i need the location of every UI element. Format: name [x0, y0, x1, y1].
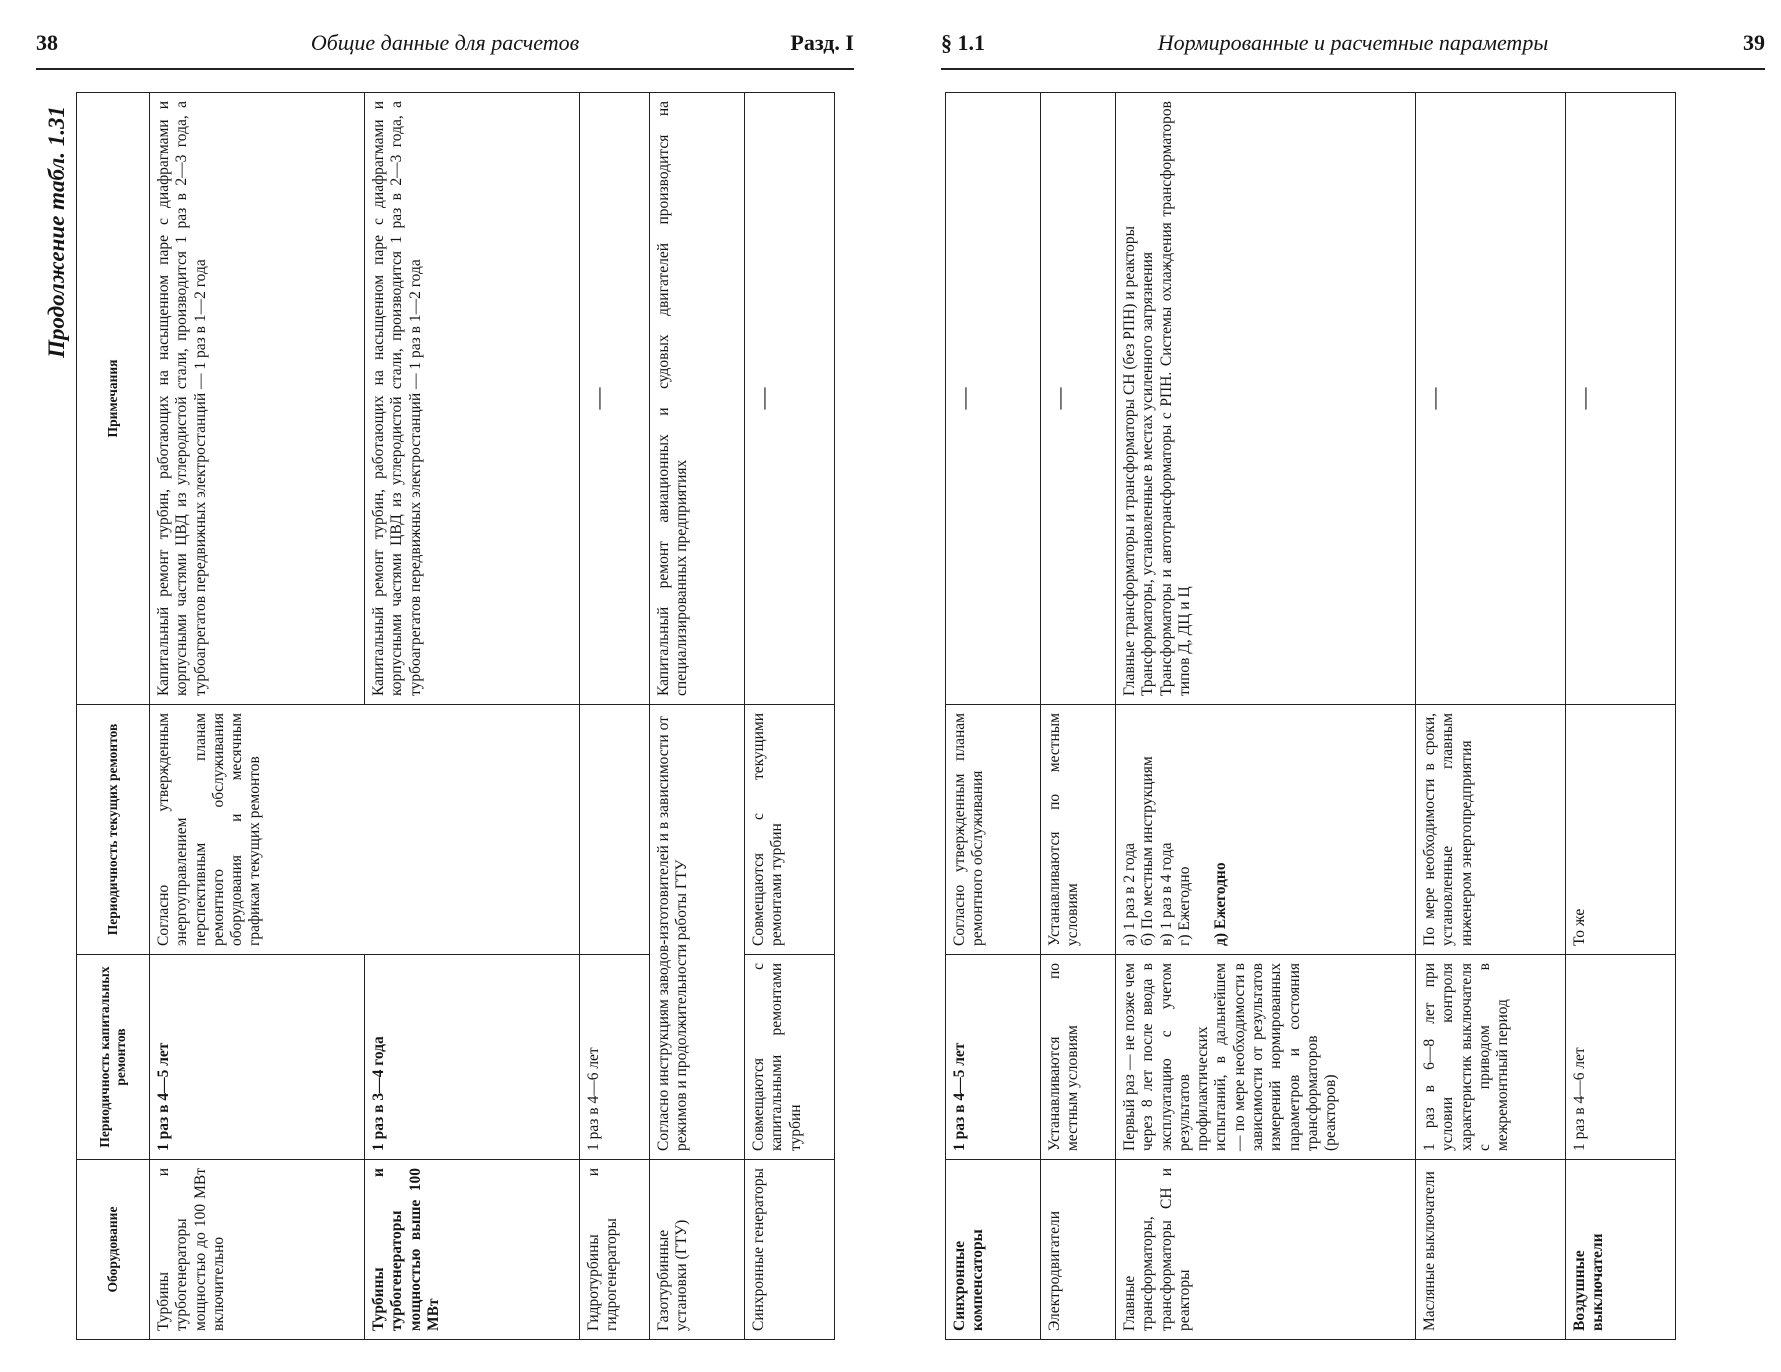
- cell-equipment: Синхронные генераторы: [745, 1160, 835, 1340]
- note-line-1: Главные трансформаторы и трансформаторы СН (без РПН) и реакторы: [1121, 225, 1138, 696]
- cell-capital: 1 раз в 3—4 года: [365, 955, 580, 1160]
- cell-equipment: Воздушные выключатели: [1566, 1160, 1676, 1340]
- current-item-e: д) Ежегодно: [1212, 862, 1230, 946]
- table-row: [1566, 93, 1676, 1340]
- table-row: [745, 93, 835, 1340]
- table-row: [946, 93, 1041, 1340]
- right-page: [905, 0, 1781, 1372]
- cell-equipment: Главные трансформаторы, трансформаторы СН и реакторы: [1116, 1160, 1416, 1340]
- current-item-a: а) 1 раз в 2 года: [1121, 842, 1138, 946]
- cell-current: Совмещаются с текущими ремонтами турбин: [745, 705, 835, 955]
- repair-table-left: [76, 92, 835, 1340]
- cell-notes: Капитальный ремонт турбин, работающих на насыщенном паре с диафрагмами и корпусными частями ЦВД из углеродистой стали, производится 1 раз в 2—3 года, а турбоагрегатов передвижных электростанций — 1 раз в 1—2 года: [150, 93, 365, 705]
- cell-current: [1116, 705, 1416, 955]
- table-caption: Продолжение табл. 1.31: [44, 106, 69, 358]
- left-page: [0, 0, 870, 1372]
- table-header-row: [77, 93, 150, 1340]
- cell-equipment: Турбины и турбогенераторы мощностью до 100 МВт включительно: [150, 1160, 365, 1340]
- cell-capital: 1 раз в 4—6 лет: [1566, 955, 1676, 1160]
- cell-current: [580, 705, 650, 955]
- cell-notes: —: [946, 93, 1041, 705]
- table-row: [1116, 93, 1416, 1340]
- cell-capital: Совмещаются с капитальными ремонтами турбин: [745, 955, 835, 1160]
- current-item-b: б) По местным инструкциям: [1139, 756, 1157, 946]
- note-line-2: Трансформаторы, установленные в местах усиленного загрязнения: [1139, 252, 1157, 696]
- right-running-title: Нормированные и расчетные параметры: [1157, 30, 1549, 55]
- cell-equipment: Газотурбинные установки (ГТУ): [650, 1160, 745, 1340]
- cell-notes: —: [1416, 93, 1566, 705]
- header-equipment: Оборудование: [77, 1160, 150, 1340]
- cell-equipment: Синхронные компенсаторы: [946, 1160, 1041, 1340]
- current-item-c: в) 1 раз в 4 года: [1157, 842, 1175, 946]
- right-rotated-table: [945, 92, 1755, 1340]
- right-page-number: 39: [1743, 30, 1765, 55]
- cell-current: То же: [1566, 705, 1676, 955]
- table-row: [150, 93, 365, 1340]
- cell-equipment: Электродвигатели: [1041, 1160, 1116, 1340]
- table-row: [650, 93, 745, 1340]
- cell-equipment: Масляные выключатели: [1416, 1160, 1566, 1340]
- table-row: [1416, 93, 1566, 1340]
- cell-capital: Первый раз — не позже чем через 8 лет после ввода в эксплуатацию с учетом результатов профилактических испытаний, в дальнейшем — по мере необходимости в зависимости от результатов измерений нормированных параметров и состояния трансформаторов (реакторов): [1116, 955, 1416, 1160]
- cell-notes: Капитальный ремонт турбин, работающих на насыщенном паре с диафрагмами и корпусными частями ЦВД из углеродистой стали, производится 1 раз в 2—3 года, а турбоагрегатов передвижных электростанций — 1 раз в 1—2 года: [365, 93, 580, 705]
- repair-table-right: [945, 92, 1676, 1340]
- table-row: [1041, 93, 1116, 1340]
- header-notes: Примечания: [77, 93, 150, 705]
- cell-current: По мере необходимости в сроки, установленные главным инженером энергопредприятия: [1416, 705, 1566, 955]
- cell-current: Согласно утвержденным планам ремонтного обслуживания: [946, 705, 1041, 955]
- cell-capital: 1 раз в 6—8 лет при условии контроля характеристик выключателя с приводом в межремонтный период: [1416, 955, 1566, 1160]
- current-item-d: г) Ежегодно: [1175, 866, 1193, 946]
- cell-capital-current: Согласно инструкциям заводов-изготовителей и в зависимости от режимов и продолжительности работы ГТУ: [650, 705, 745, 1160]
- right-section-label: § 1.1: [941, 30, 985, 55]
- left-page-number: 38: [36, 30, 58, 55]
- cell-notes: —: [1041, 93, 1116, 705]
- header-current: Периодичность текущих ремонтов: [77, 705, 150, 955]
- cell-equipment: Турбины и турбогенераторы мощностью выше 100 МВт: [365, 1160, 580, 1340]
- cell-current: Согласно утвержденным энергоуправлением перспективным планам ремонтного обслуживания оборудования и месячным графикам текущих ремонтов: [150, 705, 580, 955]
- right-running-head: [941, 28, 1765, 70]
- cell-capital: 1 раз в 4—5 лет: [946, 955, 1041, 1160]
- cell-current: Устанавливаются по местным условиям: [1041, 705, 1116, 955]
- header-capital: Периодичность капитальных ремонтов: [77, 955, 150, 1160]
- cell-notes: —: [745, 93, 835, 705]
- cell-notes: —: [1566, 93, 1676, 705]
- left-section-label: Разд. I: [790, 30, 854, 55]
- left-running-title: Общие данные для расчетов: [310, 30, 580, 55]
- note-line-3: Трансформаторы и автотрансформаторы с РПН. Системы охлаждения трансформаторов типов Д, ДЦ и Ц: [1157, 101, 1193, 696]
- cell-equipment: Гидротурбины и гидрогенераторы: [580, 1160, 650, 1340]
- cell-notes: —: [580, 93, 650, 705]
- cell-notes: Капитальный ремонт авиационных и судовых двигателей производится на специализированных предприятиях: [650, 93, 745, 705]
- left-running-head: [36, 28, 854, 70]
- left-rotated-table: [40, 92, 860, 1340]
- cell-capital: Устанавливаются по местным условиям: [1041, 955, 1116, 1160]
- cell-capital: 1 раз в 4—5 лет: [150, 955, 365, 1160]
- cell-capital: 1 раз в 4—6 лет: [580, 955, 650, 1160]
- table-row: [580, 93, 650, 1340]
- cell-notes: [1116, 93, 1416, 705]
